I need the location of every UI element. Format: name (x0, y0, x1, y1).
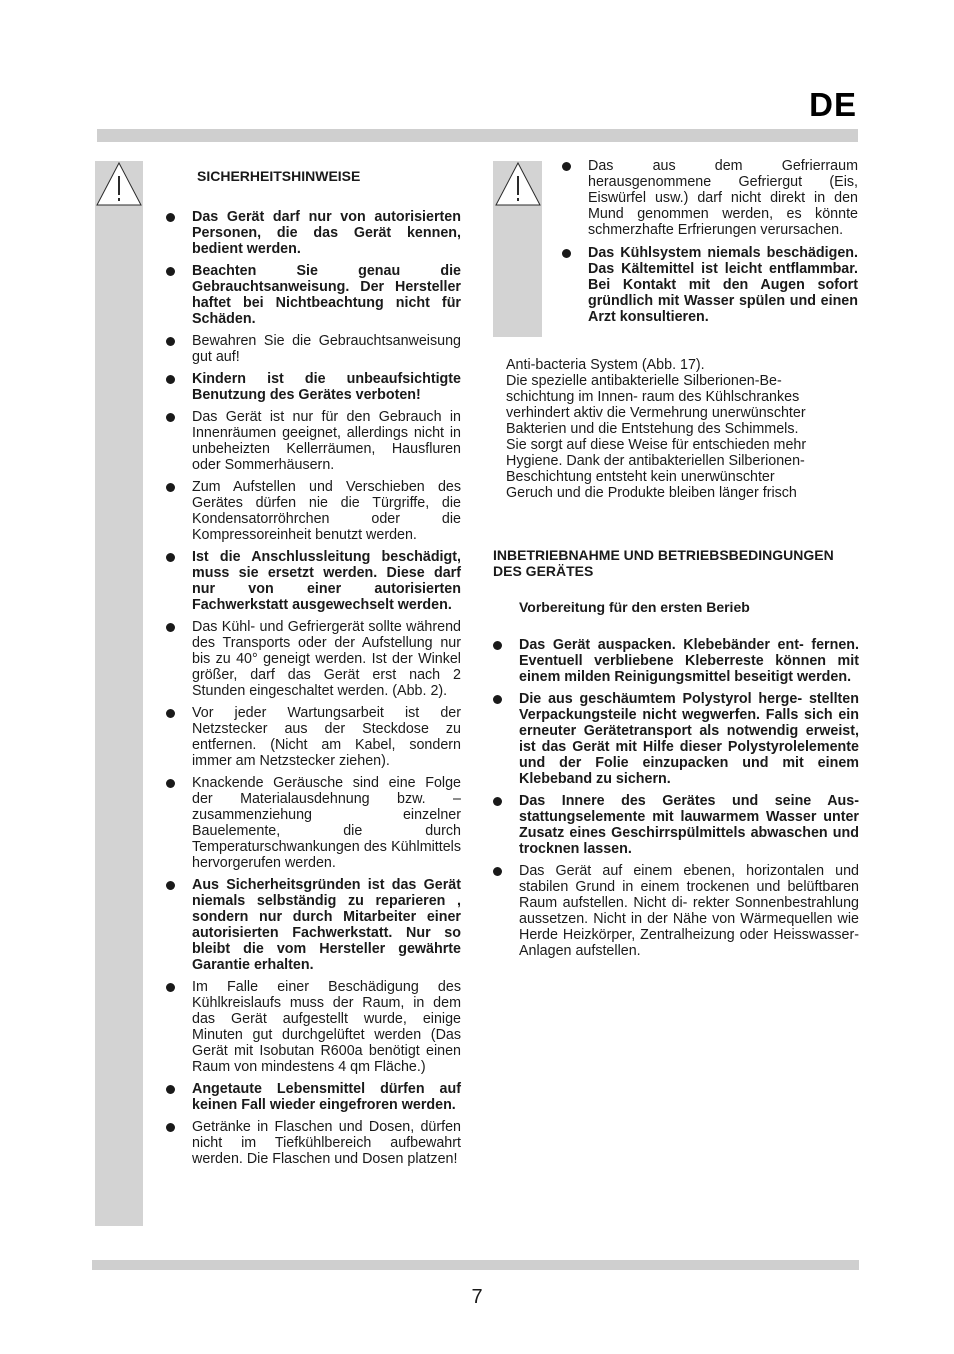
safety-list (192, 209, 461, 1173)
list-item: Zum Aufstellen und Verschieben des Gerätes dürfen nie die Türgriffe, die Kondensatorröhrchen oder die Kompressoreinheit benutzt werden. (192, 479, 461, 543)
list-item: Ist die Anschlussleitung beschädigt, muss sie ersetzt werden. Diese darf nur von einer autorisierten Fachwerkstatt ausgewechselt werden. (192, 549, 461, 613)
paragraph-line: Geruch und die Produkte bleiben länger frisch (506, 485, 797, 501)
footer-divider (92, 1260, 859, 1270)
list-item: Vor jeder Wartungsarbeit ist der Netzstecker aus der Steckdose zu entfernen. (Nicht am Kabel, sondern immer am Netzstecker ziehen). (192, 705, 461, 769)
page-number: 7 (471, 1286, 483, 1308)
paragraph-line: Beschichtung entsteht kein unerwünschter (506, 469, 775, 485)
warning-triangle-icon (494, 161, 542, 207)
list-item: Bewahren Sie die Gebrauchtsanweisung gut auf! (192, 333, 461, 365)
list-item: Das Kühlsystem niemals beschädigen. Das Kältemittel ist leicht entflammbar. Bei Kontakt mit den Augen sofort gründlich mit Wasser spülen und einen Arzt konsultieren. (588, 245, 858, 325)
warning-list (588, 158, 858, 332)
header-divider (97, 129, 858, 142)
warning-triangle-icon (95, 161, 143, 207)
list-item: Das Gerät ist nur für den Gebrauch in Innenräumen geeignet, allerdings nicht in unbeheizten Kellerräumen, Hausfluren oder Sommerhäusern. (192, 409, 461, 473)
paragraph-line: Anti-bacteria System (Abb. 17). (506, 357, 705, 373)
section-title: INBETRIEBNAHME UND BETRIEBSBEDINGUNGEN DES GERÄTES (493, 547, 834, 579)
list-item: Das Gerät auf einem ebenen, horizontalen und stabilen Grund in einem trockenen und belüftbaren Raum aufstellen. Nicht di- rekter Sonnenbestrahlung aussetzen. Nicht in der Nähe von Wärmequellen wie Herde Heizkörper, Zentralheizung oder Heisswasser- Anlagen aufstellen. (519, 863, 859, 959)
list-item: Knackende Geräusche sind eine Folge der Materialausdehnung bzw. –zusammenziehung einzelner Bauelemente, die durch Temperaturschwankungen des Kühlmittels hervorgerufen werden. (192, 775, 461, 871)
paragraph-line: Sie sorgt auf diese Weise für entschieden mehr (506, 437, 807, 453)
list-item: Angetaute Lebensmittel dürfen auf keinen Fall wieder eingefroren werden. (192, 1081, 461, 1113)
list-item: Im Falle einer Beschädigung des Kühlkreislaufs muss der Raum, in dem das Gerät aufgestellt wurde, einige Minuten gut durchgelüftet werden (Das Gerät mit Isobutan R600a benötigt einen Raum von mindestens 4 qm Fläche.) (192, 979, 461, 1075)
setup-list (519, 637, 859, 965)
paragraph-line: schichtung im Innen- raum des Kühlschrankes (506, 389, 800, 405)
paragraph-line: Hygiene. Dank der antibakteriellen Silberionen- (506, 453, 805, 469)
paragraph-line: Bakterien und die Entstehung des Schimmels. (506, 421, 799, 437)
left-margin-strip (95, 161, 143, 1226)
list-item: Aus Sicherheitsgründen ist das Gerät niemals selbständig zu reparieren , sondern nur durch Mitarbeiter einer autorisierten Fachwerkstatt. Nur so bleibt die vom Hersteller gewährte Garantie erhalten. (192, 877, 461, 973)
list-item: Das Gerät auspacken. Klebebänder ent- fernen. Eventuell verbliebene Kleberreste können mit einem milden Reinigungsmittel beseitigt werden. (519, 637, 859, 685)
list-item: Beachten Sie genau die Gebrauchtsanweisung. Der Hersteller haftet bei Nichtbeachtung nicht für Schäden. (192, 263, 461, 327)
antibacteria-paragraph (506, 357, 866, 501)
list-item: Das Innere des Gerätes und seine Aus- stattungselemente mit lauwarmem Wasser unter Zusatz eines Geschirrspülmittels abwaschen und trocknen lassen. (519, 793, 859, 857)
subsection-title: Vorbereitung für den ersten Berieb (519, 599, 750, 615)
safety-title: SICHERHEITSHINWEISE (197, 168, 361, 184)
list-item: Das aus dem Gefrierraum herausgenommene Gefriergut (Eis, Eiswürfel usw.) darf nicht direkt in den Mund genommen werden, es könnte schmerzhafte Erfrierungen verursachen. (588, 158, 858, 238)
paragraph-line: Die spezielle antibakterielle Silberionen-Be- (506, 373, 782, 389)
list-item: Das Kühl- und Gefriergerät sollte während des Transports oder der Aufstellung nur bis zu 40° geneigt werden. Ist der Winkel größer, darf das Gerät erst nach 2 Stunden eingeschaltet werden. (Abb. 2). (192, 619, 461, 699)
list-item: Kindern ist die unbeaufsichtigte Benutzung des Gerätes verboten! (192, 371, 461, 403)
paragraph-line: verhindert aktiv die Vermehrung unerwünschter (506, 405, 806, 421)
language-label: DE (809, 86, 857, 123)
list-item: Getränke in Flaschen und Dosen, dürfen nicht im Tiefkühlbereich aufbewahrt werden. Die Flaschen und Dosen platzen! (192, 1119, 461, 1167)
list-item: Das Gerät darf nur von autorisierten Personen, die das Gerät kennen, bedient werden. (192, 209, 461, 257)
list-item: Die aus geschäumtem Polystyrol herge- stellten Verpackungsteile nicht wegwerfen. Falls sich ein erneuter Gerätetransport als notwendig erweist, ist das Gerät mit Hilfe dieser Polystyrolelemente und der Folie einzupacken und mit einem Klebeband zu sichern. (519, 691, 859, 787)
